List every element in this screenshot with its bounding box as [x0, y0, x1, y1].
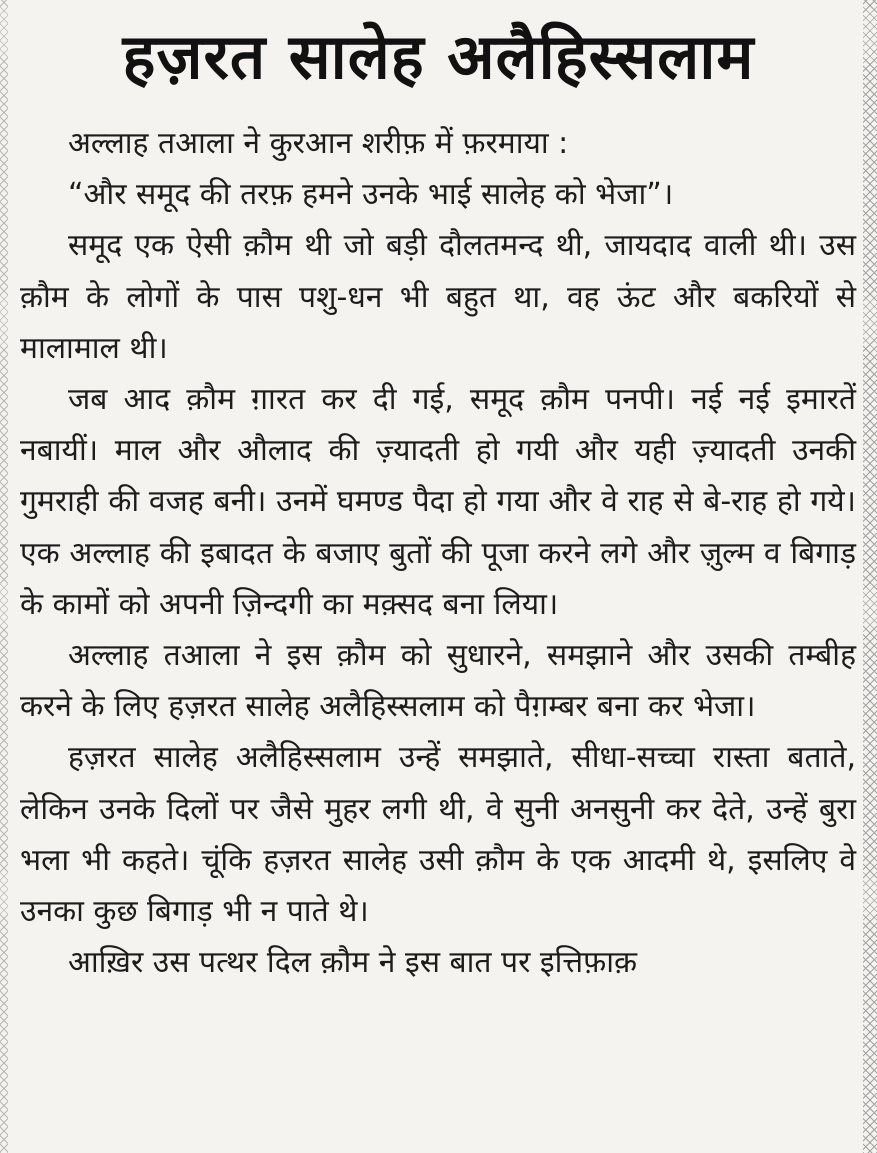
right-decorative-border: [863, 0, 877, 1153]
left-decorative-border: [0, 0, 8, 1153]
paragraph-conclusion: आख़िर उस पत्थर दिल क़ौम ने इस बात पर इत्तिफ़ाक़: [68, 945, 638, 981]
paragraph-saleh-preaching: हज़रत सालेह अलैहिस्सलाम उन्हें समझाते, सीधा-सच्चा रास्ता बताते, लेकिन उनके दिलों पर जैसे मुहर लगी थी, वे सुनी अनसुनी कर देते, उन्हें बुरा भला भी कहते। चूंकि हज़रत सालेह उसी क़ौम के एक आदमी थे, इसलिए वे उनका कुछ बिगाड़ भी न पाते थे।: [20, 740, 856, 930]
article-body: [20, 118, 856, 988]
paragraph-samud-decline: जब आद क़ौम ग़ारत कर दी गई, समूद क़ौम पनपी। नई नई इमारतें नबायीं। माल और औलाद की ज़्यादती हो गयी और यही ज़्यादती उनकी गुमराही की वजह बनी। उनमें घमण्ड पैदा हो गया और वे राह से बे-राह हो गये। एक अल्लाह की इबादत के बजाए बुतों की पूजा करने लगे और ज़ुल्म व बिगाड़ के कामों को अपनी ज़िन्दगी का मक़्सद बना लिया।: [20, 382, 856, 622]
paragraph-quran-intro: अल्लाह तआला ने कुरआन शरीफ़ में फ़रमाया :: [68, 126, 569, 161]
paragraph-quran-quote: “और समूद की तरफ़ हमने उनके भाई सालेह को भेजा”।: [68, 177, 674, 213]
article-title: हज़रत सालेह अलैहिस्सलाम: [122, 20, 755, 93]
paragraph-prophet-sent: अल्लाह तआला ने इस क़ौम को सुधारने, समझाने और उसकी तम्बीह करने के लिए हज़रत सालेह अलैहिस्सलाम को पैग़म्बर बना कर भेजा।: [20, 638, 856, 725]
paragraph-samud-wealth: समूद एक ऐसी क़ौम थी जो बड़ी दौलतमन्द थी, जायदाद वाली थी। उस क़ौम के लोगों के पास पशु-धन भी बहुत था, वह ऊंट और बकरियों से मालामाल थी।: [20, 228, 856, 366]
